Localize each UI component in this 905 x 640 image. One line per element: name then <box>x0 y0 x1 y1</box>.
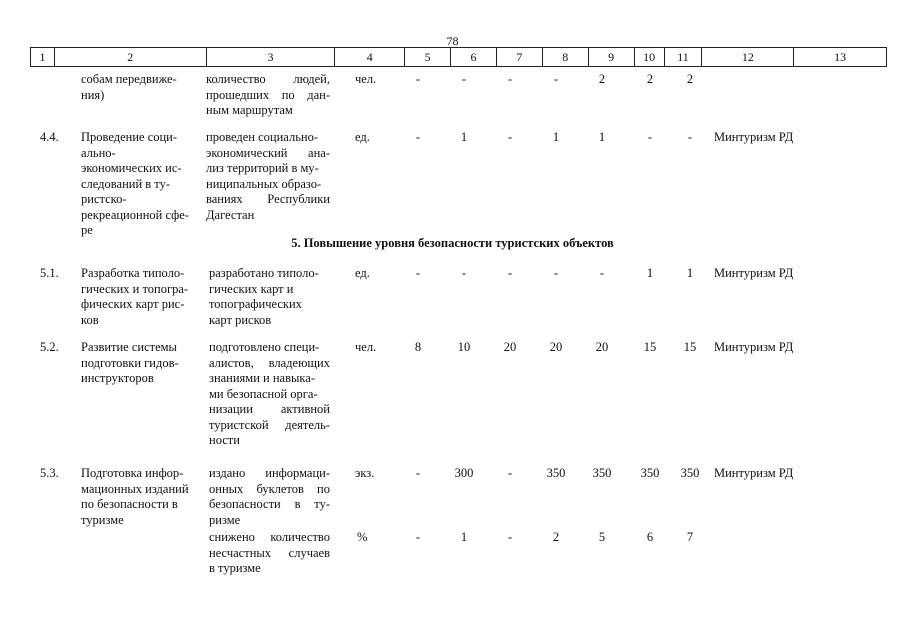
value-cell: - <box>507 466 513 480</box>
value-cell: 20 <box>503 340 517 354</box>
value-cell: 1 <box>686 266 694 280</box>
measure-name: Разработка типоло- гических и топогра- фических карт рис- ков <box>81 266 189 327</box>
row-number: 5.1. <box>40 266 59 280</box>
value-cell: 7 <box>686 530 694 544</box>
value-cell: - <box>647 130 653 144</box>
header-cell: 12 <box>702 48 794 66</box>
header-cell: 1 <box>31 48 55 66</box>
measure-name: Подготовка инфор- мационных изданий по безопасности в туризме <box>81 466 189 527</box>
value-cell: - <box>415 466 421 480</box>
value-cell: 15 <box>643 340 657 354</box>
unit: экз. <box>355 466 375 480</box>
row-number: 4.4. <box>40 130 59 144</box>
value-cell: 2 <box>686 72 694 86</box>
row-number: 5.3. <box>40 466 59 480</box>
header-cell: 3 <box>207 48 336 66</box>
header-cell: 4 <box>335 48 405 66</box>
value-cell: 2 <box>646 72 654 86</box>
value-cell: 20 <box>595 340 609 354</box>
value-cell: - <box>599 266 605 280</box>
value-cell: 1 <box>552 130 560 144</box>
unit: чел. <box>355 72 377 86</box>
measure-name: собам передвиже- ния) <box>81 72 177 102</box>
header-cell: 5 <box>405 48 451 66</box>
value-cell: 6 <box>646 530 654 544</box>
value-cell: 15 <box>683 340 697 354</box>
value-cell: - <box>461 72 467 86</box>
value-cell: 20 <box>549 340 563 354</box>
value-cell: - <box>461 266 467 280</box>
header-cell: 2 <box>55 48 207 66</box>
header-cell: 9 <box>589 48 635 66</box>
header-cell: 6 <box>451 48 497 66</box>
value-cell: 2 <box>552 530 560 544</box>
indicator-text: разработано типоло- гических карт и топографических карт рисков <box>209 266 319 327</box>
value-cell: - <box>507 130 513 144</box>
value-cell: 350 <box>640 466 660 480</box>
section-heading: 5. Повышение уровня безопасности туристских объектов <box>291 236 614 250</box>
value-cell: - <box>415 530 421 544</box>
indicator-text: снижено количество несчастных случаев в туризме <box>209 530 330 575</box>
value-cell: - <box>415 72 421 86</box>
value-cell: - <box>553 266 559 280</box>
value-cell: 1 <box>646 266 654 280</box>
indicator-text: проведен социально- экономический ана- лиз территорий в му- ниципальных образо- ваниях Республики Дагестан <box>206 130 330 222</box>
unit: чел. <box>355 340 377 354</box>
value-cell: 1 <box>598 130 606 144</box>
header-cell: 11 <box>665 48 703 66</box>
value-cell: 300 <box>454 466 474 480</box>
executor: Минтуризм РД <box>714 130 794 144</box>
value-cell: 350 <box>592 466 612 480</box>
measure-name: Проведение соци- ально- экономических ис- следований в ту- ристско- рекреационной сфе- ре <box>81 130 189 237</box>
value-cell: - <box>553 72 559 86</box>
header-cell: 8 <box>543 48 589 66</box>
executor: Минтуризм РД <box>714 266 794 280</box>
value-cell: 350 <box>546 466 566 480</box>
header-cell: 10 <box>635 48 665 66</box>
unit: ед. <box>355 266 370 280</box>
value-cell: - <box>415 130 421 144</box>
header-cell: 7 <box>497 48 543 66</box>
value-cell: - <box>415 266 421 280</box>
value-cell: - <box>507 266 513 280</box>
value-cell: 2 <box>598 72 606 86</box>
value-cell: - <box>687 130 693 144</box>
indicator-text: количество людей, прошедших по дан- ным маршрутам <box>206 72 330 117</box>
page-number: 78 <box>446 34 459 48</box>
measure-name: Развитие системы подготовки гидов- инструкторов <box>81 340 179 385</box>
value-cell: 8 <box>414 340 422 354</box>
unit: % <box>357 530 368 544</box>
value-cell: 1 <box>460 530 468 544</box>
value-cell: 350 <box>680 466 700 480</box>
value-cell: 5 <box>598 530 606 544</box>
value-cell: - <box>507 530 513 544</box>
value-cell: 10 <box>457 340 471 354</box>
executor: Минтуризм РД <box>714 340 794 354</box>
indicator-text: подготовлено специ- алистов, владеющих знаниями и навыка- ми безопасной орга- низации активной туристской деятель- ности <box>209 340 330 447</box>
row-number: 5.2. <box>40 340 59 354</box>
indicator-text: издано информаци- онных буклетов по безопасности в ту- ризме <box>209 466 330 527</box>
value-cell: 1 <box>460 130 468 144</box>
table-header-row <box>30 47 887 67</box>
executor: Минтуризм РД <box>714 466 794 480</box>
unit: ед. <box>355 130 370 144</box>
header-cell: 13 <box>834 50 847 64</box>
value-cell: - <box>507 72 513 86</box>
